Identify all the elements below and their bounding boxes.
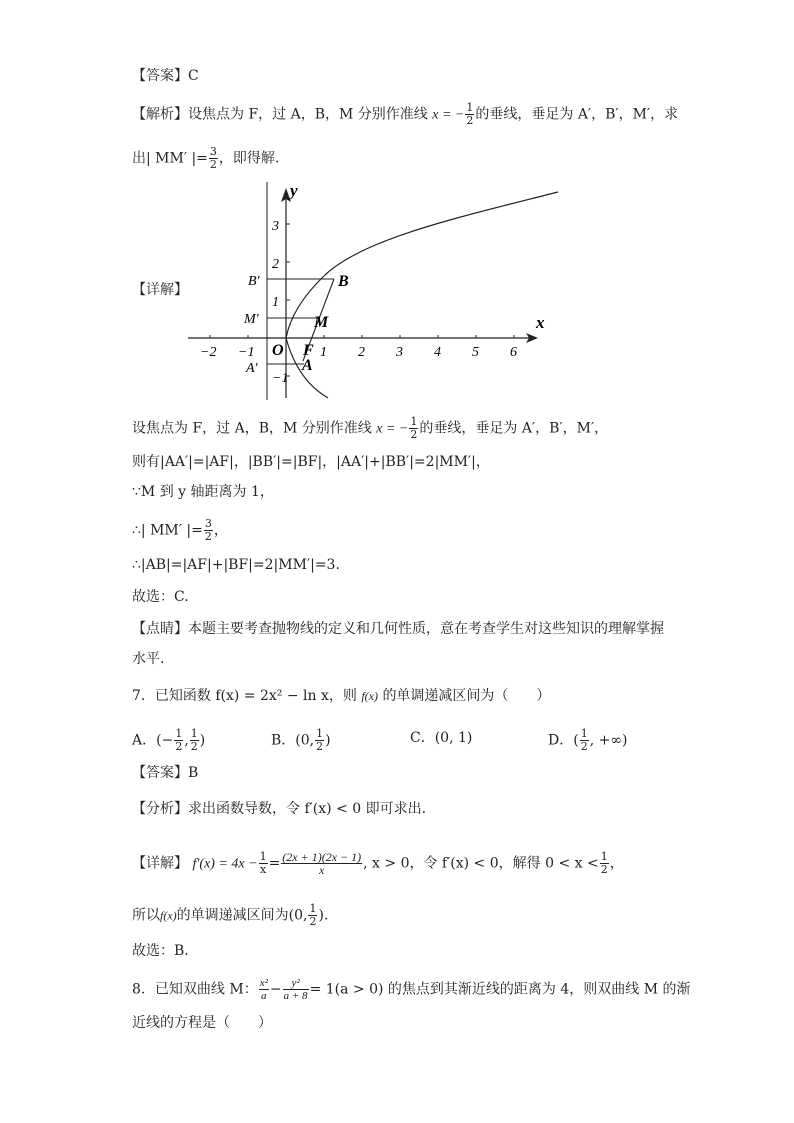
fraction-half: $\frac{1}{2}$ xyxy=(466,101,474,127)
label-M-prime: M′ xyxy=(244,312,259,327)
q7-option-D: D．( $\frac{1}{2}$ , +∞) xyxy=(548,727,628,753)
y-axis-label: y xyxy=(290,181,298,200)
fraction-three-half-2: $\frac{3}{2}$ xyxy=(204,517,212,543)
x-tick--2: −2 xyxy=(200,345,217,360)
label-F: F xyxy=(303,342,314,359)
origin-label: O xyxy=(272,342,284,359)
q6-detail-line4 xyxy=(132,518,228,543)
detail-tag: 【详解】 xyxy=(132,282,188,298)
q7-detail-line: 【详解】 f′(x) = 4x − $\frac{1}{x}$ = $\frac{(2x + 1)(2x - 1)}{x}$ , x > 0，令 f′(x) < 0，解得 0 < x < $\frac{1}{2}$ ， xyxy=(132,850,624,877)
comment-text: 本题主要考查抛物线的定义和几何性质，意在考查学生对这些知识的理解掌握 xyxy=(188,621,664,637)
x-tick-4: 4 xyxy=(434,345,441,360)
q6-comment-line2: 水平. xyxy=(132,651,165,667)
q7-answer-tag: 【答案】 xyxy=(132,765,188,781)
x-tick-5: 5 xyxy=(472,345,479,360)
q7-fx-text: 求出函数导数，令 f′(x) < 0 即可求出. xyxy=(188,801,427,817)
x-tick-6: 6 xyxy=(510,345,517,360)
label-B: B xyxy=(338,273,349,290)
answer-tag: 【答案】 xyxy=(132,68,188,84)
y-tick-1: 1 xyxy=(272,295,279,310)
q7-stem xyxy=(132,686,550,706)
label-A: A xyxy=(302,357,313,374)
q8-stem-line2: 近线的方程是（ ） xyxy=(132,1015,272,1031)
detail-text-4b: ， xyxy=(213,522,228,539)
q7-answer-line xyxy=(132,763,198,783)
fraction-half-2: $\frac{1}{2}$ xyxy=(410,415,418,441)
q6-detail-line3: ∵M 到 y 轴距离为 1， xyxy=(132,484,274,500)
q6-detail-line5: ∴|AB|=|AF|+|BF|=2|MM′|=3. xyxy=(132,557,340,573)
label-A-prime: A′ xyxy=(246,361,258,376)
q7-answer-value: B xyxy=(188,765,199,781)
analysis-tag: 【解析】 xyxy=(132,106,188,123)
q8-stem-c: = 1(a > 0) 的焦点到其渐近线的距离为 4，则双曲线 M 的渐 xyxy=(309,981,691,998)
answer-value: C xyxy=(188,68,199,84)
q7-fx-tag: 【分析】 xyxy=(132,801,188,817)
x-tick-3: 3 xyxy=(396,345,403,360)
q6-detail-line6: 故选：C. xyxy=(132,589,189,605)
q6-analysis-line1 xyxy=(132,102,678,127)
q6-detail-line2: 则有|AA′|=|AF|，|BB′|=|BF|，|AA′|+|BB′|=2|MM′|， xyxy=(132,454,490,470)
q7-stem-a: 7．已知函数 f(x) = 2x² − ln x，则 xyxy=(132,688,357,704)
q6-answer-line xyxy=(132,66,199,86)
q7-conclusion-line: 所以f(x)的单调递减区间为(0, $\frac{1}{2}$ ). xyxy=(132,902,329,928)
q7-analysis-line xyxy=(132,799,426,819)
detail-text-4a: ∴| MM′ |= xyxy=(132,522,203,539)
y-tick-3: 3 xyxy=(272,219,279,234)
q7-option-B: B．(0, $\frac{1}{2}$ ) xyxy=(271,727,331,753)
q7-detail-c: , x > 0，令 f′(x) < 0，解得 0 < x < xyxy=(363,855,599,872)
analysis-text-c: 出| MM′ |= xyxy=(132,150,208,167)
q7-stem-c: 的单调递减区间为（ ） xyxy=(382,688,551,704)
y-tick-2: 2 xyxy=(272,257,279,272)
q7-option-C: C．(0, 1) xyxy=(410,730,473,746)
parabola-graph xyxy=(186,178,566,402)
q7-detail-tag: 【详解】 xyxy=(132,855,188,872)
q6-analysis-line2 xyxy=(132,146,279,171)
q7-stem-fx: f(x) xyxy=(361,689,378,703)
q6-comment-line1 xyxy=(132,619,664,639)
x-tick-1: 1 xyxy=(320,345,327,360)
comment-tag: 【点睛】 xyxy=(132,621,188,637)
q7-option-A: A．(− $\frac{1}{2}$ , $\frac{1}{2}$ ) xyxy=(132,727,206,753)
analysis-text: 设焦点为 F，过 A，B，M 分别作准线 xyxy=(188,106,428,123)
q6-detail-tag-line xyxy=(132,280,188,300)
detail-text-1a: 设焦点为 F，过 A，B，M 分别作准线 xyxy=(132,420,372,437)
y-tick-marks xyxy=(286,224,290,376)
q7-derivative: f′(x) = 4x − xyxy=(192,856,258,872)
analysis-text-b: 的垂线，垂足为 A′，B′，M′，求 xyxy=(475,106,679,123)
x-axis-label: x xyxy=(536,313,545,332)
fraction-three-half: $\frac{3}{2}$ xyxy=(209,145,217,171)
q7-choose-line: 故选：B. xyxy=(132,943,189,959)
parabola-curve xyxy=(286,192,558,398)
directrix-eq: x = − xyxy=(432,107,465,123)
q8-stem-a: 8．已知双曲线 M： xyxy=(132,981,258,998)
y-tick--1: −1 xyxy=(272,371,289,386)
x-tick--1: −1 xyxy=(238,345,255,360)
detail-directrix-eq: x = − xyxy=(376,421,409,437)
analysis-text-d: ，即得解. xyxy=(218,150,280,167)
q6-detail-line1 xyxy=(132,416,608,441)
label-B-prime: B′ xyxy=(248,274,260,289)
x-tick-2: 2 xyxy=(358,345,365,360)
q8-stem-line1: 8．已知双曲线 M： $\frac{\text{x²}}{a}$ − $\frac{\text{y²}}{a + 8}$ = 1(a > 0) 的焦点到其渐近线的距离为 4，则双曲线 M 的渐 xyxy=(132,977,691,1002)
label-M: M xyxy=(314,314,329,331)
detail-text-1b: 的垂线，垂足为 A′，B′，M′， xyxy=(419,420,609,437)
